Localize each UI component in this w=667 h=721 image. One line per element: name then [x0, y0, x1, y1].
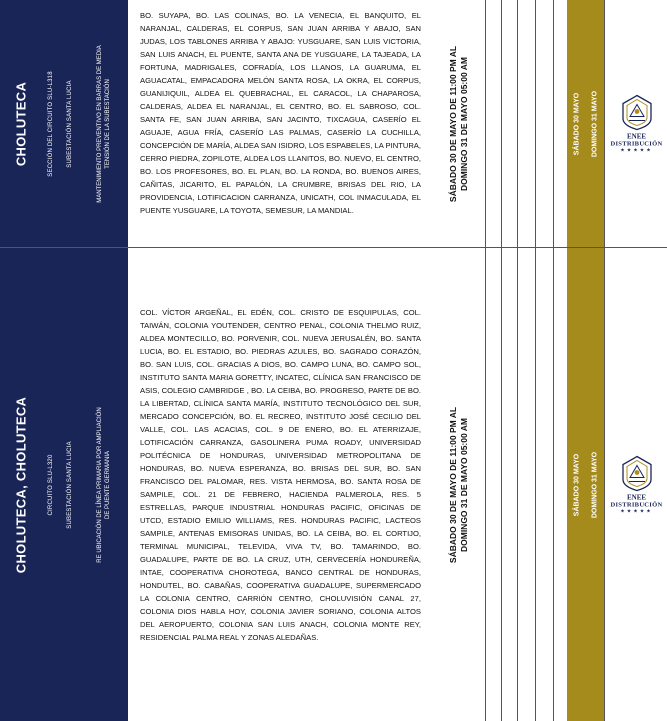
- enee-logo: [609, 94, 665, 153]
- circuit-cell: [42, 0, 61, 247]
- affected-areas-cell: [128, 248, 434, 721]
- enee-emblem-icon: [620, 455, 654, 491]
- municipality-cell: [0, 248, 43, 721]
- empty-cell: [485, 0, 502, 247]
- empty-cell: [535, 0, 554, 247]
- empty-cell: [553, 0, 568, 247]
- logo-text-enee: ENEE: [626, 132, 647, 140]
- empty-cell: [501, 248, 518, 721]
- schedule-end: DOMINGO 31 DE MAYO 05:00 AM: [459, 417, 469, 552]
- municipality-cell: [0, 0, 43, 247]
- day2-cell: [586, 0, 604, 247]
- schedule-row: [0, 248, 667, 721]
- circuit-cell: [42, 248, 61, 721]
- schedule-text: [448, 406, 470, 562]
- affected-areas-text: COL. VÍCTOR ARGEÑAL, EL EDÉN, COL. CRISTO DE ESQUIPULAS, COL. TAIWÁN, COLONIA YOUTENDER, CENTRO PENAL, COLONIA THELMO RUIZ, ALDEA MONTECILLO, BO. PORVENIR, COL. NUEVA JERUSALÉN, BO. SANTA LUCIA, BO. EL ESTADIO, BO. PIEDRAS AZULES, BO. SAGRADO CORAZÓN, BO. SAN LUIS, COL. GRACIAS A DIOS, BO. CAMPO LUNA, BO. CAMPO SOL, INSTITUTO SANTA MARIA GORETTY, INCATEC, CLÍNICA SAN FRANCISCO DE ASIS, COLEGIO CAMBRIDGE , BO. LA CEIBA, BO. PROGRESO, PARTE DE BO. LA LIBERTAD, CLÍNICA SANTA MARÍA, INSTITUTO TECNOLÓGICO DEL SUR, MERCADO CONCEPCIÓN, BO. EL RECREO, INSTITUTO JOSÉ CECILIO DEL VALLE, COL. LAS ACACIAS, COL. 9 DE ENERO, BO. EL ATERRIZAJE, LOTIFICACIÓN CARRANZA, GASOLINERA PUMA ROADY, UNIVERSIDAD POLITÉCNICA DE HONDURAS, UNIVERSIDAD METROPOLITANA DE HONDURAS, BO. NUEVA ESPERANZA, BO. BRISAS DEL SUR, BO. SAN FRANCISCO DEL PALOMAR, RES. VISTA HERMOSA, BO. SANTA ROSA DE SAMPILE, COL. 21 DE FEBRERO, HACIENDA PALMEROLA, RES. 5 ESTRELLAS, PARQUE INDUSTRIAL HONDURAS PACIFIC, OFICINAS DE UTCD, ESTADIO EMILIO WILLIAMS, RES. HONDURAS PACIFIC, LACTEOS SAMPILE, ANTENAS EMISORAS UNIDAS, BO. LA CEIBA, BO. EL CORTIJO, TERMINAL MUNICIPAL, TELEVIDA, VIVA TV, BO. TAMARINDO, BO. GUADALUPE, PARTE DE BO. LA CRUZ, UTH, CERVECERÍA HONDUREÑA, INTAE, COOPERATIVA CHOROTEGA, BANCO CENTRAL DE HONDURAS, HONDUTEL, BO. CABAÑAS, COOPERATIVA GUADALUPE, SUPERMERCADO LA COLONIA CENTRO, CARRIÓN CENTRO, CHOLUVISIÓN CANAL 27, COLONIA DIOS HABLA HOY, COLONIA JAVIER SORIANO, COLONIA ALTOS DEL AEROPUERTO, COLONIA SAN LUIS ANACH, COLONIA MONTE REY, RESIDENCIAL PALMA REAL Y ZONAS ALEDAÑAS.: [140, 308, 421, 642]
- schedule-cell: [433, 248, 486, 721]
- enee-emblem-icon: [620, 94, 654, 130]
- municipality-label: CHOLUTECA, CHOLUTECA: [13, 396, 29, 573]
- day2-cell: [586, 248, 604, 721]
- empty-cell: [485, 248, 502, 721]
- day1-cell: [567, 0, 587, 247]
- day2-label: DOMINGO 31 MAYO: [591, 451, 599, 518]
- work-description: RE UBICACIÓN DE LÍNEA PRIMARIA POR AMPLIACIÓN DE PUENTE GERMANIA: [97, 406, 111, 563]
- work-cell: [80, 0, 129, 247]
- schedule-cell: [433, 0, 486, 247]
- affected-areas-text: BO. SUYAPA, BO. LAS COLINAS, BO. LA VENECIA, EL BANQUITO, EL NARANJAL, CALDERAS, EL CORPUS, SAN JUAN ARRIBA Y ABAJO, SAN JUDAS, LOS TABLONES ARRIBA Y ABAJO: YUSGUARE, SAN LUIS VICTORIA, SAN LUIS ANACH, EL PUENTE, SANTA ANA DE YUSGUARE, LA TAJEADA, LA FORTUNA, MADRIGALES, COFRADÍA, LOS LLANOS, LA GUARUMA, EL AGUACATAL, EMPACADORA MELÓN SANTA ROSA, LA OKRA, EL CORPUS, GUANIJIQUIL, ALDEA EL QUEBRACHAL, EL CARACOL, LA CHAPAROSA, CALDERAS, ALDEA EL NARANJAL, EL CENTRO, BO. EL SABROSO, COL. SANTA FE, SAN JUAN ARRIBA, SAN JACINTO, TIXCAGUA, CASERÍO EL AGUAJE, AGUA FRÍA, CASERÍO LAS PALMAS, CASERÍO LA CUCHILLA, CONCEPCIÓN DE MARÍA, ALDEA SAN ISIDRO, LOS ESPABELES, LA PINTURA, CERRO PIEDRA, ZOPILOTE, ALDEA LOS LLANITOS, BO. NUEVO, EL CENTRO, BO. LOS PROFESORES, BO. EL PLAN, BO. LA RONDA, BO. BUENOS AIRES, CAÑITAS, JICARITO, EL PAPALÓN, LA CRUMBRE, BRISAS DEL RIO, LA PROVIDENCIA, LOTIFICACION CARRANZA, UNICATH, COL INMACULADA, EL PUENTE YUSGUARE, LA TOYOTA, SEMESUR, LA MANDIAL.: [140, 11, 421, 215]
- enee-logo: [609, 455, 665, 514]
- empty-cell: [517, 0, 536, 247]
- logo-stars: ★★★★★: [620, 147, 653, 153]
- schedule-start: SÁBADO 30 DE MAYO DE 11:00 PM AL: [448, 45, 458, 202]
- day1-label: SÁBADO 30 MAYO: [573, 453, 580, 516]
- day1-label: SÁBADO 30 MAYO: [573, 92, 580, 155]
- substation-cell: [60, 248, 81, 721]
- empty-cell: [501, 0, 518, 247]
- schedule-start: SÁBADO 30 DE MAYO DE 11:00 PM AL: [448, 406, 458, 563]
- logo-stars: ★★★★★: [620, 508, 653, 514]
- affected-areas-cell: [128, 0, 434, 247]
- substation-cell: [60, 0, 81, 247]
- logo-cell: [604, 248, 667, 721]
- circuit-label: SECCIÓN DEL CIRCUITO SLU-L318: [48, 70, 54, 177]
- day2-label: DOMINGO 31 MAYO: [591, 90, 599, 157]
- substation-label: SUBESTACIÓN SANTA LUCIA: [67, 440, 73, 529]
- empty-cell: [553, 248, 568, 721]
- work-description: MANTENIMIENTO PREVENTIVO EN BARRAS DE MEDIA TENSIÓN DE LA SUBESTACIÓN: [97, 44, 111, 203]
- schedule-row: [0, 0, 667, 248]
- schedule-end: DOMINGO 31 DE MAYO 05:00 AM: [459, 56, 469, 191]
- day1-cell: [567, 248, 587, 721]
- circuit-label: CIRCUITO SLU-L320: [48, 454, 54, 515]
- logo-text-distribucion: DISTRIBUCIÓN: [610, 140, 663, 147]
- logo-text-enee: ENEE: [626, 493, 647, 501]
- logo-text-distribucion: DISTRIBUCIÓN: [610, 501, 663, 508]
- substation-label: SUBESTACIÓN SANTA LUCIA: [67, 79, 73, 168]
- municipality-label: CHOLUTECA: [13, 81, 29, 166]
- logo-cell: [604, 0, 667, 247]
- work-cell: [80, 248, 129, 721]
- schedule-text: [448, 45, 470, 201]
- empty-cell: [517, 248, 536, 721]
- empty-cell: [535, 248, 554, 721]
